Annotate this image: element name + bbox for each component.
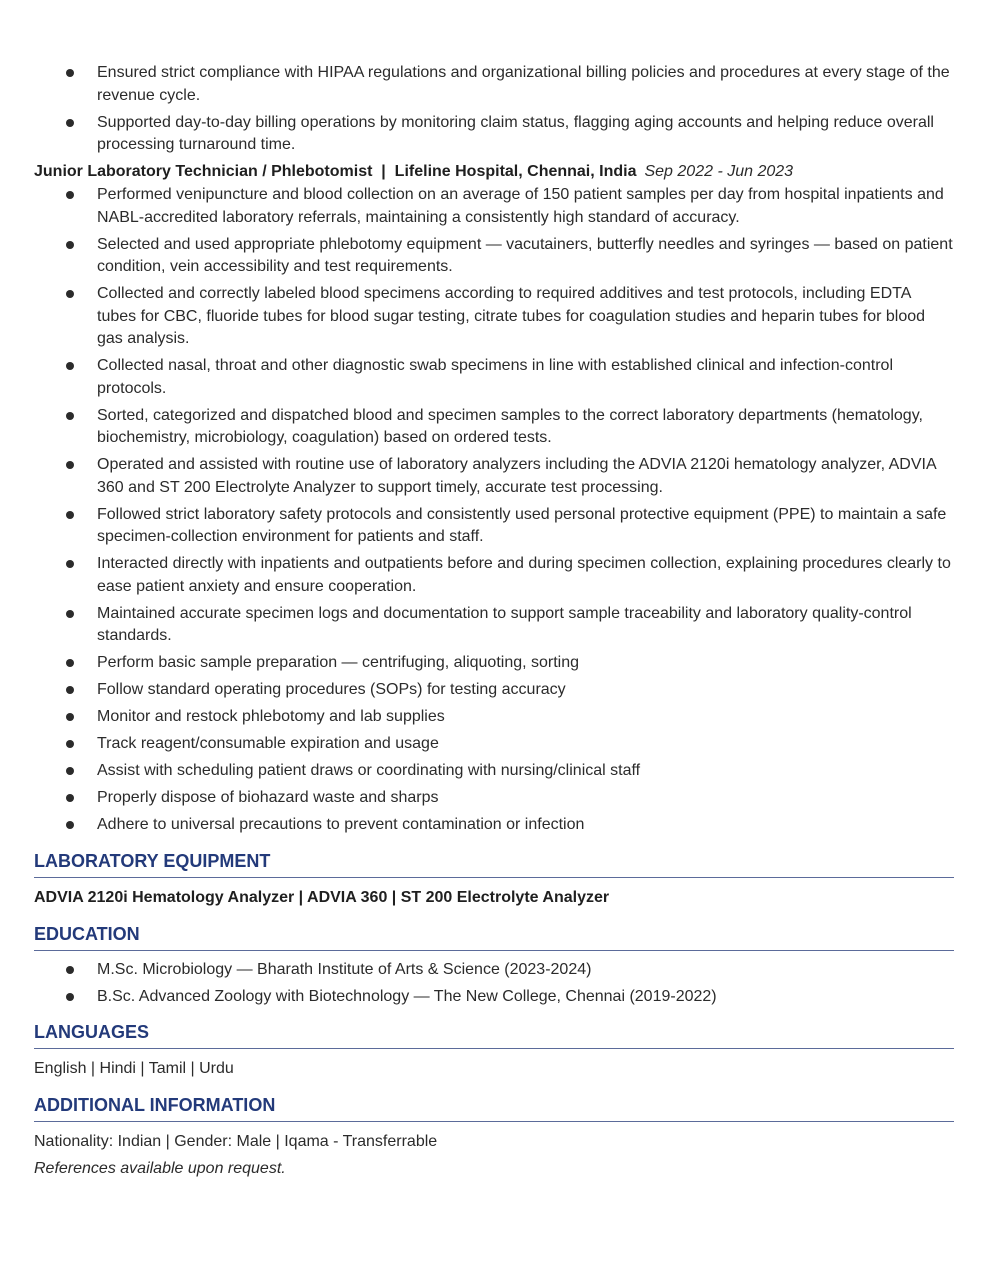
bullet-dot-icon	[66, 290, 74, 298]
bullet-dot-icon	[66, 767, 74, 775]
bullet-dot-icon	[66, 191, 74, 199]
list-item	[34, 184, 954, 229]
bullet-text: M.Sc. Microbiology — Bharath Institute of Arts & Science (2023-2024)	[97, 960, 592, 978]
references-note: References available upon request.	[34, 1160, 286, 1177]
bullet-text: Interacted directly with inpatients and outpatients before and during specimen collection, explaining procedures clearly to ease patient anxiety and ensure cooperation.	[97, 555, 951, 595]
bullet-text: B.Sc. Advanced Zoology with Biotechnology — The New College, Chennai (2019-2022)	[97, 987, 717, 1005]
section-title-additional: ADDITIONAL INFORMATION	[34, 1093, 954, 1122]
bullet-dot-icon	[66, 821, 74, 829]
bullet-dot-icon	[66, 740, 74, 748]
resume-content	[34, 62, 954, 1181]
list-item	[34, 405, 954, 450]
job-bullets	[34, 184, 954, 837]
list-item	[34, 986, 954, 1009]
list-item	[34, 283, 954, 351]
bullet-dot-icon	[66, 966, 74, 974]
bullet-text: Selected and used appropriate phlebotomy equipment — vacutainers, butterfly needles and syringes — based on patient condition, vein accessibility and test requirements.	[97, 235, 953, 275]
list-item	[34, 112, 954, 157]
bullet-dot-icon	[66, 119, 74, 127]
bullet-text: Follow standard operating procedures (SOPs) for testing accuracy	[97, 681, 566, 698]
list-item	[34, 787, 954, 810]
list-item	[34, 652, 954, 675]
bullet-dot-icon	[66, 69, 74, 77]
bullet-text: Properly dispose of biohazard waste and sharps	[97, 789, 439, 806]
bullet-dot-icon	[66, 560, 74, 568]
job-title-company: Junior Laboratory Technician / Phlebotomist | Lifeline Hospital, Chennai, India	[34, 163, 637, 180]
bullet-text: Performed venipuncture and blood collection on an average of 150 patient samples per day from hospital inpatients and NABL-accredited laboratory referrals, maintaining a consistently high standard of accuracy.	[97, 186, 944, 226]
job-header	[34, 161, 954, 183]
bullet-dot-icon	[66, 686, 74, 694]
bullet-text: Collected nasal, throat and other diagnostic swab specimens in line with established clinical and infection-control protocols.	[97, 357, 893, 397]
bullet-text: Monitor and restock phlebotomy and lab supplies	[97, 708, 445, 725]
list-item	[34, 62, 954, 107]
list-item	[34, 454, 954, 499]
bullet-text: Operated and assisted with routine use of laboratory analyzers including the ADVIA 2120i hematology analyzer, ADVIA 360 and ST 200 Electrolyte Analyzer to support timely, accurate test processing.	[97, 456, 936, 496]
list-item	[34, 553, 954, 598]
bullet-dot-icon	[66, 511, 74, 519]
bullet-text: Perform basic sample preparation — centrifuging, aliquoting, sorting	[97, 654, 580, 671]
bullet-dot-icon	[66, 993, 74, 1001]
bullet-dot-icon	[66, 362, 74, 370]
bullet-text: Adhere to universal precautions to prevent contamination or infection	[97, 816, 585, 833]
bullet-dot-icon	[66, 412, 74, 420]
list-item	[34, 733, 954, 756]
list-item	[34, 959, 954, 982]
bullet-text: Followed strict laboratory safety protocols and consistently used personal protective equipment (PPE) to maintain a safe specimen-collection environment for patients and staff.	[97, 505, 947, 545]
list-item	[34, 706, 954, 729]
list-item	[34, 355, 954, 400]
bullet-text: Track reagent/consumable expiration and usage	[97, 735, 439, 752]
list-item	[34, 603, 954, 648]
bullet-text: Supported day-to-day billing operations by monitoring claim status, flagging aging accounts and helping reduce overall processing turnaround time.	[97, 113, 934, 153]
previous-role-bullets	[34, 62, 954, 157]
bullet-text: Ensured strict compliance with HIPAA regulations and organizational billing policies and procedures at every stage of the revenue cycle.	[97, 64, 950, 104]
bullet-text: Assist with scheduling patient draws or coordinating with nursing/clinical staff	[97, 762, 641, 779]
bullet-dot-icon	[66, 461, 74, 469]
list-item	[34, 679, 954, 702]
section-title-education: EDUCATION	[34, 922, 954, 951]
list-item	[34, 814, 954, 837]
bullet-dot-icon	[66, 713, 74, 721]
languages-list: English | Hindi | Tamil | Urdu	[34, 1060, 234, 1077]
education-list	[34, 959, 954, 1009]
bullet-text: Collected and correctly labeled blood specimens according to required additives and test protocols, including EDTA tubes for CBC, fluoride tubes for blood sugar testing, citrate tubes for coagulation studies and heparin tubes for blood gas analysis.	[97, 285, 926, 347]
job-dates: Sep 2022 - Jun 2023	[644, 163, 794, 180]
equipment-list: ADVIA 2120i Hematology Analyzer | ADVIA 360 | ST 200 Electrolyte Analyzer	[34, 888, 610, 906]
additional-info-line: Nationality: Indian | Gender: Male | Iqama - Transferrable	[34, 1133, 438, 1150]
bullet-dot-icon	[66, 659, 74, 667]
bullet-text: Maintained accurate specimen logs and documentation to support sample traceability and laboratory quality-control standards.	[97, 604, 912, 644]
list-item	[34, 504, 954, 549]
list-item	[34, 760, 954, 783]
bullet-dot-icon	[66, 794, 74, 802]
bullet-dot-icon	[66, 610, 74, 618]
bullet-dot-icon	[66, 241, 74, 249]
section-title-languages: LANGUAGES	[34, 1020, 954, 1049]
list-item	[34, 234, 954, 279]
bullet-text: Sorted, categorized and dispatched blood and specimen samples to the correct laboratory departments (hematology, biochemistry, microbiology, coagulation) based on ordered tests.	[97, 406, 923, 446]
section-title-equipment: LABORATORY EQUIPMENT	[34, 849, 954, 878]
